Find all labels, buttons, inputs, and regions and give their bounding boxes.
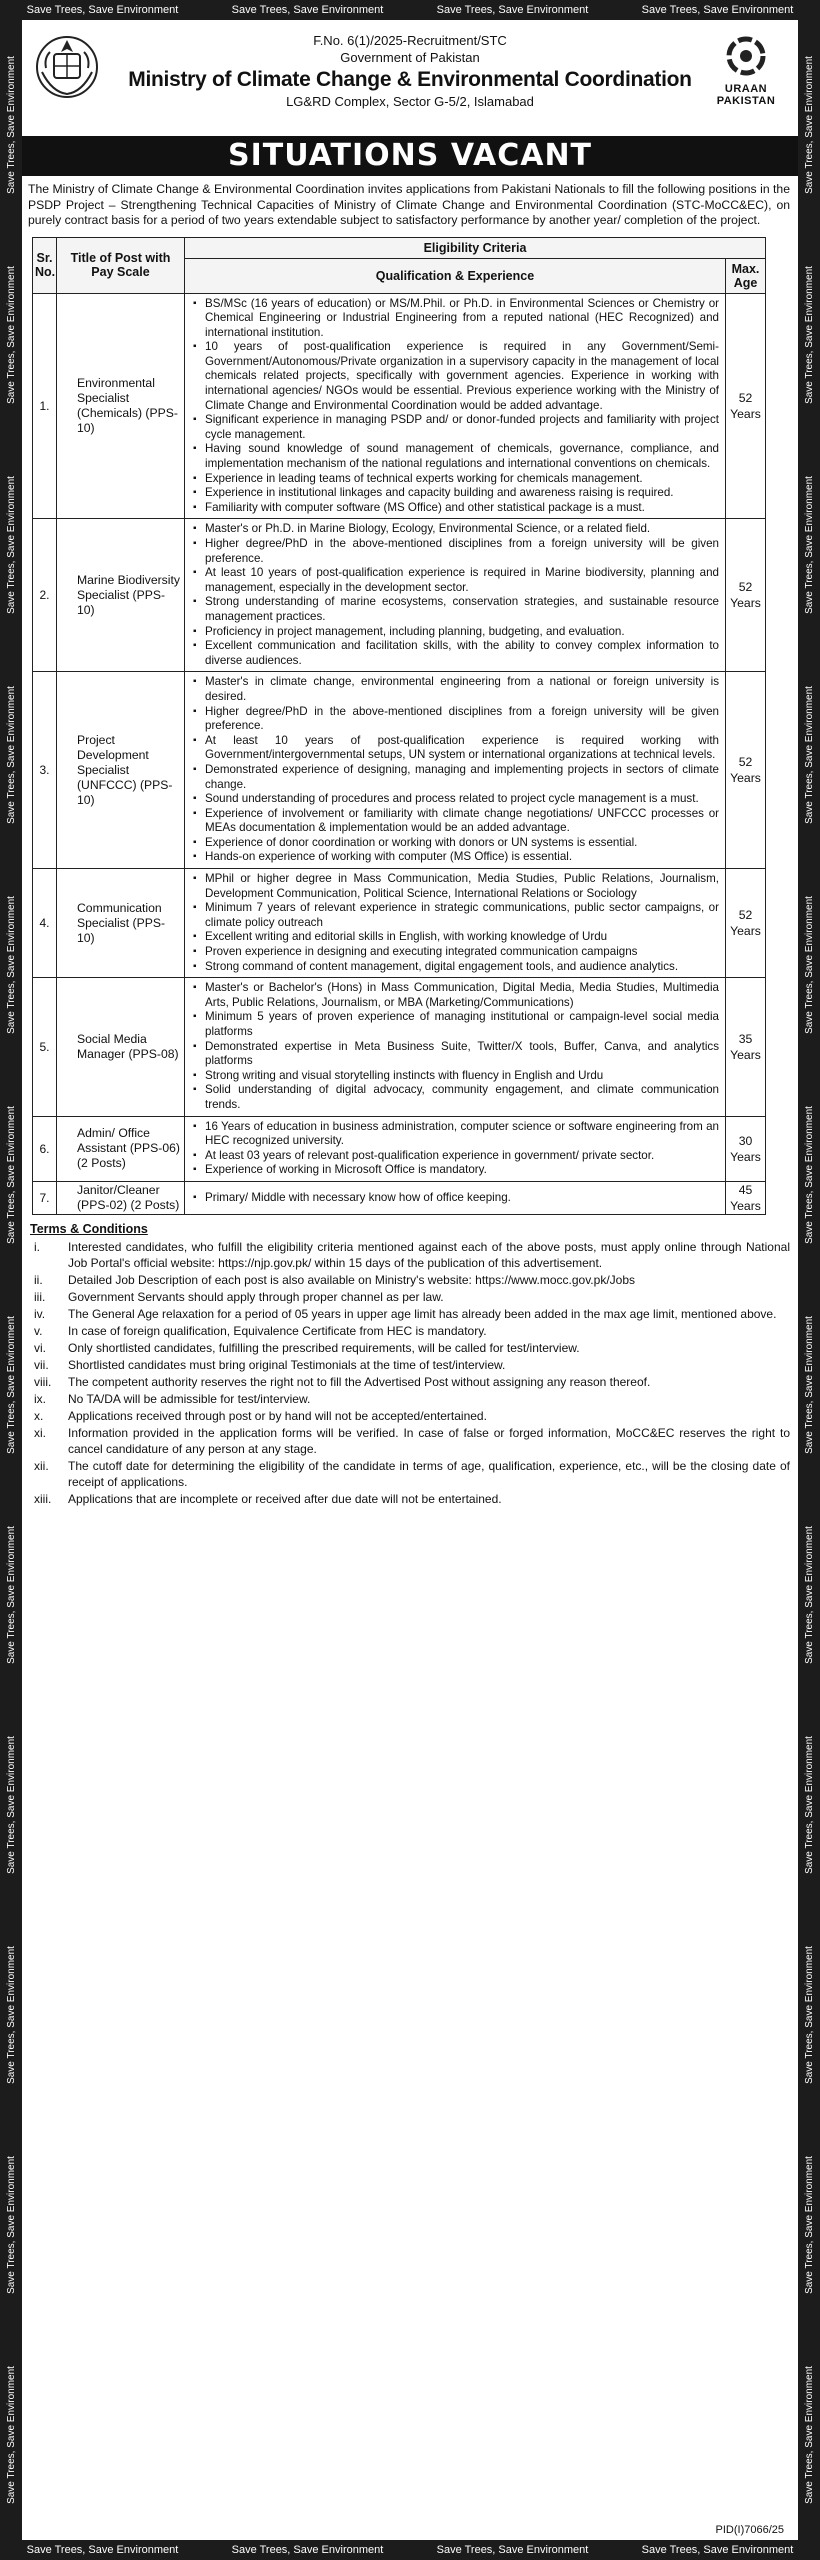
terms-item-text: Detailed Job Description of each post is also available on Ministry's website: https://www.mocc.gov.pk/Jobs — [68, 1272, 635, 1287]
terms-item-number: vii. — [34, 1357, 49, 1372]
list-item: ▪ Experience of working in Microsoft Office is mandatory. — [189, 1163, 719, 1178]
terms-section — [22, 1215, 798, 1507]
list-item: ▪ Demonstrated expertise in Meta Business Suite, Twitter/X tools, Buffer, Canva, and analytics platforms — [189, 1040, 719, 1069]
header — [22, 20, 798, 136]
terms-item — [30, 1425, 790, 1457]
ministry-name: Ministry of Climate Change & Environmental Coordination — [128, 68, 692, 91]
terms-item — [30, 1357, 790, 1373]
terms-item-number: ix. — [34, 1391, 46, 1406]
list-item: ▪ Solid understanding of digital advocacy, community engagement, and climate communication trends. — [189, 1083, 719, 1112]
list-item: ▪ Minimum 5 years of proven experience of managing institutional or campaign-level social media platforms — [189, 1010, 719, 1039]
row-serial: 4. — [33, 869, 57, 978]
terms-item-number: xii. — [34, 1458, 49, 1473]
border-text: Save Trees, Save Environment — [5, 476, 17, 614]
positions-body — [33, 293, 766, 1214]
list-item: ▪ 10 years of post-qualification experience is required in any Government/Semi-Government/Autonomous/Private organization in a supervisory capacity in the management of local chemicals related projects, specifically with government agencies. Experience in working with international agencies/ NGOs would be essential. Previous experience working with the Ministry of Climate Change and Environmental Coordination would be added advantage. — [189, 340, 719, 413]
list-item: ▪ Higher degree/PhD in the above-mentioned disciplines from a foreign university will be given preference. — [189, 705, 719, 734]
table-row — [33, 1181, 766, 1214]
list-item: ▪ Experience in institutional linkages and capacity building and awareness raising is required. — [189, 486, 719, 501]
post-title: Communication Specialist (PPS-10) — [57, 869, 185, 978]
terms-item-text: Applications received through post or by hand will not be accepted/entertained. — [68, 1408, 487, 1423]
list-item: ▪ Primary/ Middle with necessary know how of office keeping. — [189, 1191, 719, 1206]
list-item: ▪ Master's in climate change, environmental engineering from a national or foreign university is desired. — [189, 675, 719, 704]
list-item: ▪ Hands-on experience of working with computer (MS Office) is essential. — [189, 850, 719, 865]
post-title: Admin/ Office Assistant (PPS-06) (2 Posts) — [57, 1116, 185, 1181]
terms-item — [30, 1272, 790, 1288]
border-text: Save Trees, Save Environment — [5, 2366, 17, 2504]
border-text: Save Trees, Save Environment — [803, 686, 815, 824]
border-text: Save Trees, Save Environment — [803, 2156, 815, 2294]
terms-item — [30, 1374, 790, 1390]
terms-item-number: v. — [34, 1323, 43, 1338]
border-text: Save Trees, Save Environment — [803, 1946, 815, 2084]
advertisement — [22, 20, 798, 2540]
top-border — [0, 0, 820, 20]
list-item: ▪ Demonstrated experience of designing, managing and implementing projects in sectors of climate change. — [189, 763, 719, 792]
border-text: Save Trees, Save Environment — [803, 1736, 815, 1874]
terms-item-number: ii. — [34, 1272, 43, 1287]
terms-item — [30, 1408, 790, 1424]
max-age: 52 Years — [726, 293, 766, 519]
terms-item-number: xi. — [34, 1425, 46, 1440]
header-sr: Sr. No. — [33, 237, 57, 293]
terms-item-number: iv. — [34, 1306, 46, 1321]
qualification-cell — [185, 672, 726, 869]
row-serial: 6. — [33, 1116, 57, 1181]
terms-title: Terms & Conditions — [30, 1221, 148, 1236]
border-text: Save Trees, Save Environment — [26, 4, 179, 16]
header-qualification: Qualification & Experience — [185, 258, 726, 293]
qualification-cell — [185, 978, 726, 1116]
border-text: Save Trees, Save Environment — [231, 4, 384, 16]
row-serial: 7. — [33, 1181, 57, 1214]
row-serial: 1. — [33, 293, 57, 519]
border-text: Save Trees, Save Environment — [803, 896, 815, 1034]
positions-table — [32, 237, 766, 1215]
qualification-cell — [185, 293, 726, 519]
logo-text-pakistan: PAKISTAN — [716, 95, 776, 107]
table-row — [33, 869, 766, 978]
post-title: Environmental Specialist (Chemicals) (PPS-10) — [57, 293, 185, 519]
list-item: ▪ At least 03 years of relevant post-qualification experience in government/ private sector. — [189, 1149, 719, 1164]
list-item: ▪ Excellent communication and facilitation skills, with the ability to convey complex information to diverse audiences. — [189, 639, 719, 668]
border-text: Save Trees, Save Environment — [641, 2544, 794, 2556]
border-text: Save Trees, Save Environment — [5, 896, 17, 1034]
list-item: ▪ Excellent writing and editorial skills in English, with working knowledge of Urdu — [189, 930, 719, 945]
border-text: Save Trees, Save Environment — [803, 2366, 815, 2504]
table-row — [33, 1116, 766, 1181]
table-row — [33, 672, 766, 869]
border-text: Save Trees, Save Environment — [803, 1526, 815, 1664]
border-text: Save Trees, Save Environment — [803, 266, 815, 404]
situations-vacant-banner: SITUATIONS VACANT — [22, 136, 798, 176]
table-row — [33, 293, 766, 519]
post-title: Marine Biodiversity Specialist (PPS-10) — [57, 519, 185, 672]
border-text: Save Trees, Save Environment — [5, 686, 17, 824]
list-item: ▪ Familiarity with computer software (MS Office) and other statistical package is a must. — [189, 501, 719, 516]
terms-item — [30, 1391, 790, 1407]
border-text: Save Trees, Save Environment — [803, 476, 815, 614]
logo-text-uraan: URAAN — [724, 83, 768, 95]
qualification-cell — [185, 519, 726, 672]
list-item: ▪ Experience of involvement or familiarity with climate change negotiations/ UNFCCC processes or MEAs documentation & implementation would be an added advantage. — [189, 807, 719, 836]
terms-item — [30, 1289, 790, 1305]
intro-paragraph: The Ministry of Climate Change & Environmental Coordination invites applications from Pakistani Nationals to fill the following positions in the PSDP Project – Strengthening Technical Capacities of Ministry of Climate Change and Environmental Coordination (STC-MoCC&EC), on purely contract basis for a period of two years extendable subject to satisfactory performance by another year/ completion of the project. — [28, 182, 790, 227]
border-text: Save Trees, Save Environment — [5, 1106, 17, 1244]
max-age: 52 Years — [726, 672, 766, 869]
terms-item-text: In case of foreign qualification, Equivalence Certificate from HEC is mandatory. — [68, 1323, 487, 1338]
terms-item-text: Government Servants should apply through proper channel as per law. — [68, 1289, 444, 1304]
terms-item — [30, 1458, 790, 1490]
list-item: ▪ 16 Years of education in business administration, computer science or software engineering from an HEC recognized university. — [189, 1120, 719, 1149]
terms-item-text: Interested candidates, who fulfill the eligibility criteria mentioned against each of the above posts, must apply online through National Job Portal's official website: https://njp.gov.pk/ within 15 days of the publication of this advertisement. — [68, 1239, 790, 1270]
file-number: F.No. 6(1)/2025-Recruitment/STC — [313, 33, 507, 48]
terms-item-text: Only shortlisted candidates, fulfilling the prescribed requirements, will be called for test/interview. — [68, 1340, 580, 1355]
terms-item — [30, 1491, 790, 1507]
terms-item-number: i. — [34, 1239, 40, 1254]
list-item: ▪ BS/MSc (16 years of education) or MS/M.Phil. or Ph.D. in Environmental Sciences or Chemistry or Chemical Engineering or Industrial Engineering from a reputed national (HEC Recognized) and international institution. — [189, 297, 719, 341]
row-serial: 3. — [33, 672, 57, 869]
government-line: Government of Pakistan — [340, 50, 480, 65]
max-age: 52 Years — [726, 519, 766, 672]
terms-item-text: The cutoff date for determining the eligibility of the candidate in terms of age, qualification, experience, etc., will be the closing date of receipt of applications. — [68, 1458, 790, 1489]
pid-number: PID(I)7066/25 — [715, 2524, 784, 2536]
list-item: ▪ Strong command of content management, digital engagement tools, and audience analytics. — [189, 960, 719, 975]
border-text: Save Trees, Save Environment — [5, 1946, 17, 2084]
qualification-cell — [185, 1116, 726, 1181]
border-text: Save Trees, Save Environment — [231, 2544, 384, 2556]
terms-item-text: The General Age relaxation for a period of 05 years in upper age limit has already been added in the max age limit, mentioned above. — [68, 1306, 777, 1321]
border-text: Save Trees, Save Environment — [26, 2544, 179, 2556]
border-text: Save Trees, Save Environment — [803, 1316, 815, 1454]
list-item: ▪ Significant experience in managing PSDP and/ or donor-funded projects and familiarity with project cycle management. — [189, 413, 719, 442]
terms-item — [30, 1306, 790, 1322]
border-text: Save Trees, Save Environment — [803, 1106, 815, 1244]
qualification-cell — [185, 869, 726, 978]
list-item: ▪ Higher degree/PhD in the above-mentioned disciplines from a foreign university will be given preference. — [189, 537, 719, 566]
terms-item-number: viii. — [34, 1374, 52, 1389]
list-item: ▪ Master's or Ph.D. in Marine Biology, Ecology, Environmental Science, or a related field. — [189, 522, 719, 537]
qualification-cell — [185, 1181, 726, 1214]
list-item: ▪ At least 10 years of post-qualification experience is required in Marine biodiversity, planning and management, especially in the development sector. — [189, 566, 719, 595]
border-text: Save Trees, Save Environment — [5, 1316, 17, 1454]
right-border — [798, 20, 820, 2540]
border-text: Save Trees, Save Environment — [803, 56, 815, 194]
list-item: ▪ Experience of donor coordination or working with donors or UN systems is essential. — [189, 836, 719, 851]
table-row — [33, 978, 766, 1116]
list-item: ▪ Having sound knowledge of sound management of chemicals, governance, compliance, and implementation mechanism of the national regulations and international conventions on chemicals. — [189, 442, 719, 471]
terms-item-text: Information provided in the application forms will be verified. In case of false or forged information, MoCC&EC reserves the right to cancel candidature of any person at any stage. — [68, 1425, 790, 1456]
header-age: Max. Age — [726, 258, 766, 293]
post-title: Project Development Specialist (UNFCCC) (PPS-10) — [57, 672, 185, 869]
border-text: Save Trees, Save Environment — [5, 56, 17, 194]
max-age: 45 Years — [726, 1181, 766, 1214]
list-item: ▪ Strong understanding of marine ecosystems, conservation strategies, and sustainable resource management practices. — [189, 595, 719, 624]
border-text: Save Trees, Save Environment — [436, 4, 589, 16]
list-item: ▪ Experience in leading teams of technical experts working for chemicals management. — [189, 472, 719, 487]
border-text: Save Trees, Save Environment — [5, 2156, 17, 2294]
header-eligibility: Eligibility Criteria — [185, 237, 766, 258]
uraan-pakistan-logo — [706, 34, 786, 114]
list-item: ▪ At least 10 years of post-qualification experience is required working with Government/intergovernmental setups, UN system or international organizations at technical levels. — [189, 734, 719, 763]
terms-item — [30, 1323, 790, 1339]
terms-item-text: Applications that are incomplete or received after due date will not be entertained. — [68, 1491, 502, 1506]
left-border — [0, 20, 22, 2540]
terms-item-number: x. — [34, 1408, 44, 1423]
header-title: Title of Post with Pay Scale — [57, 237, 185, 293]
terms-item — [30, 1340, 790, 1356]
terms-item-text: No TA/DA will be admissible for test/interview. — [68, 1391, 311, 1406]
max-age: 35 Years — [726, 978, 766, 1116]
list-item: ▪ Master's or Bachelor's (Hons) in Mass Communication, Digital Media, Media Studies, Multimedia Arts, Public Relations, Journalism, or MBA (Marketing/Communications) — [189, 981, 719, 1010]
terms-list — [30, 1239, 790, 1507]
terms-item-text: Shortlisted candidates must bring original Testimonials at the time of test/interview. — [68, 1357, 506, 1372]
border-text: Save Trees, Save Environment — [436, 2544, 589, 2556]
row-serial: 5. — [33, 978, 57, 1116]
list-item: ▪ Proven experience in designing and executing integrated communication campaigns — [189, 945, 719, 960]
list-item: ▪ Minimum 7 years of relevant experience in strategic communications, public sector campaigns, or climate policy outreach — [189, 901, 719, 930]
terms-item — [30, 1239, 790, 1271]
terms-item-number: iii. — [34, 1289, 46, 1304]
border-text: Save Trees, Save Environment — [5, 1736, 17, 1874]
border-text: Save Trees, Save Environment — [5, 1526, 17, 1664]
list-item: ▪ Proficiency in project management, including planning, budgeting, and evaluation. — [189, 625, 719, 640]
list-item: ▪ Sound understanding of procedures and process related to project cycle management is a must. — [189, 792, 719, 807]
border-text: Save Trees, Save Environment — [641, 4, 794, 16]
list-item: ▪ Strong writing and visual storytelling instincts with fluency in English and Urdu — [189, 1069, 719, 1084]
uraan-logo-icon — [724, 34, 768, 78]
bottom-border — [0, 2540, 820, 2560]
government-emblem-icon — [32, 32, 102, 102]
post-title: Janitor/Cleaner (PPS-02) (2 Posts) — [57, 1181, 185, 1214]
post-title: Social Media Manager (PPS-08) — [57, 978, 185, 1116]
terms-item-text: The competent authority reserves the right not to fill the Advertised Post without assigning any reason thereof. — [68, 1374, 651, 1389]
address: LG&RD Complex, Sector G-5/2, Islamabad — [286, 94, 534, 109]
table-row — [33, 519, 766, 672]
border-text: Save Trees, Save Environment — [5, 266, 17, 404]
max-age: 30 Years — [726, 1116, 766, 1181]
terms-item-number: xiii. — [34, 1491, 52, 1506]
list-item: ▪ MPhil or higher degree in Mass Communication, Media Studies, Public Relations, Journalism, Development Communication, Political Science, International Relations or Sociology — [189, 872, 719, 901]
row-serial: 2. — [33, 519, 57, 672]
terms-item-number: vi. — [34, 1340, 46, 1355]
max-age: 52 Years — [726, 869, 766, 978]
